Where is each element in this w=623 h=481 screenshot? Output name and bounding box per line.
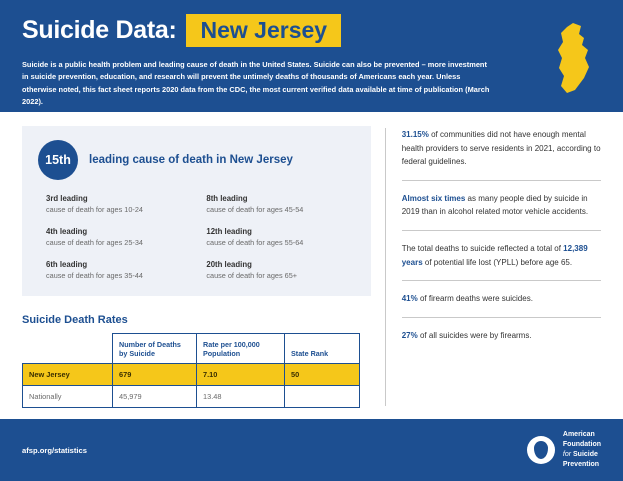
fact-item xyxy=(402,180,601,230)
fact-lead: 31.15% xyxy=(401,130,429,139)
fact-lead: 41% xyxy=(401,294,418,304)
logo-line-2: Foundation xyxy=(562,440,601,448)
list-item xyxy=(206,260,354,280)
row-rank xyxy=(285,386,360,408)
table-row xyxy=(23,386,360,408)
column-header-rank: State Rank xyxy=(285,334,360,364)
age-item-title: 8th leading xyxy=(206,194,248,203)
age-item-title: 4th leading xyxy=(46,227,88,236)
footer xyxy=(0,419,623,481)
fact-pre: The total deaths to suicide reflected a total of xyxy=(401,243,564,253)
row-rank: 50 xyxy=(285,364,360,386)
column-header-rate: Rate per 100,000 Population xyxy=(197,334,285,364)
age-item-sub: cause of death for ages 65+ xyxy=(206,271,298,280)
age-item-title: 12th leading xyxy=(206,227,252,236)
fact-rest: of firearm deaths were suicides. xyxy=(417,294,533,304)
ranking-panel xyxy=(22,126,371,296)
fact-rest: of all suicides were by firearms. xyxy=(417,330,532,340)
column-header-blank xyxy=(23,334,113,364)
age-group-grid xyxy=(38,194,355,280)
header xyxy=(0,0,623,112)
column-header-deaths: Number of Deaths by Suicide xyxy=(113,334,197,364)
title-row xyxy=(22,14,601,47)
fact-rest: of communities did not have enough mental health providers to serve residents in 2021, according to federal guidelines. xyxy=(401,130,601,167)
age-item-title: 3rd leading xyxy=(46,194,88,203)
logo-line-3-thin: for xyxy=(562,451,572,458)
afsp-logo-text xyxy=(563,430,601,471)
age-item-sub: cause of death for ages 35-44 xyxy=(46,271,143,280)
age-item-title: 6th leading xyxy=(46,260,88,269)
age-item-sub: cause of death for ages 55-64 xyxy=(206,238,304,247)
logo-line-3 xyxy=(563,450,601,460)
row-label: Nationally xyxy=(23,386,113,408)
ranking-headline xyxy=(38,140,355,180)
age-item-sub: cause of death for ages 25-34 xyxy=(46,238,143,247)
logo-line-1: American xyxy=(562,430,595,438)
logo-line-3-bold: Suicide xyxy=(573,451,598,458)
list-item xyxy=(206,194,354,214)
fact-item xyxy=(402,230,601,280)
table-row xyxy=(23,364,360,386)
age-item-sub: cause of death for ages 45-54 xyxy=(206,205,304,214)
list-item xyxy=(206,227,354,247)
left-column xyxy=(22,126,371,430)
list-item xyxy=(46,227,194,247)
fact-item xyxy=(402,128,601,180)
main-content xyxy=(0,112,623,430)
fact-lead: 27% xyxy=(401,330,418,340)
fact-item xyxy=(402,280,601,317)
fact-rest: of potential life lost (YPLL) before age 65. xyxy=(422,257,573,267)
suicide-death-rates-table xyxy=(22,333,360,408)
list-item xyxy=(46,260,194,280)
afsp-logo xyxy=(527,430,601,471)
row-deaths: 45,979 xyxy=(113,386,197,408)
page-title: Suicide Data: xyxy=(22,16,177,45)
table-title: Suicide Death Rates xyxy=(22,314,128,326)
header-description: Suicide is a public health problem and leading cause of death in the United States. Suicide can also be prevented – more investment in suicide prevention, education, and research will prevent the untimely deaths of thousands of Americans each year. Unless otherwise noted, this fact sheet reports 2020 data from the CDC, the most current verified data available at time of publication (March 2022). xyxy=(22,60,490,106)
fact-item xyxy=(402,317,601,354)
fact-lead: 12,389 years xyxy=(401,243,588,267)
afsp-logo-icon xyxy=(527,436,555,464)
fact-lead: Almost six times xyxy=(401,193,466,203)
age-item-title: 20th leading xyxy=(206,260,252,269)
age-item-sub: cause of death for ages 10-24 xyxy=(46,205,143,214)
new-jersey-map-icon xyxy=(551,22,593,94)
row-label: New Jersey xyxy=(23,364,113,386)
row-rate: 13.48 xyxy=(197,386,285,408)
rank-badge: 15th xyxy=(38,140,78,180)
list-item xyxy=(46,194,194,214)
right-column xyxy=(402,126,601,430)
column-divider xyxy=(385,128,386,406)
row-deaths: 679 xyxy=(113,364,197,386)
table-header-row xyxy=(23,334,360,364)
state-badge: New Jersey xyxy=(186,14,341,47)
rank-label: leading cause of death in New Jersey xyxy=(89,154,293,166)
row-rate: 7.10 xyxy=(197,364,285,386)
logo-line-4: Prevention xyxy=(562,461,600,469)
footer-url[interactable]: afsp.org/statistics xyxy=(22,445,87,455)
fact-rest: as many people died by suicide in 2019 than in alcohol related motor vehicle accidents. xyxy=(401,193,589,217)
